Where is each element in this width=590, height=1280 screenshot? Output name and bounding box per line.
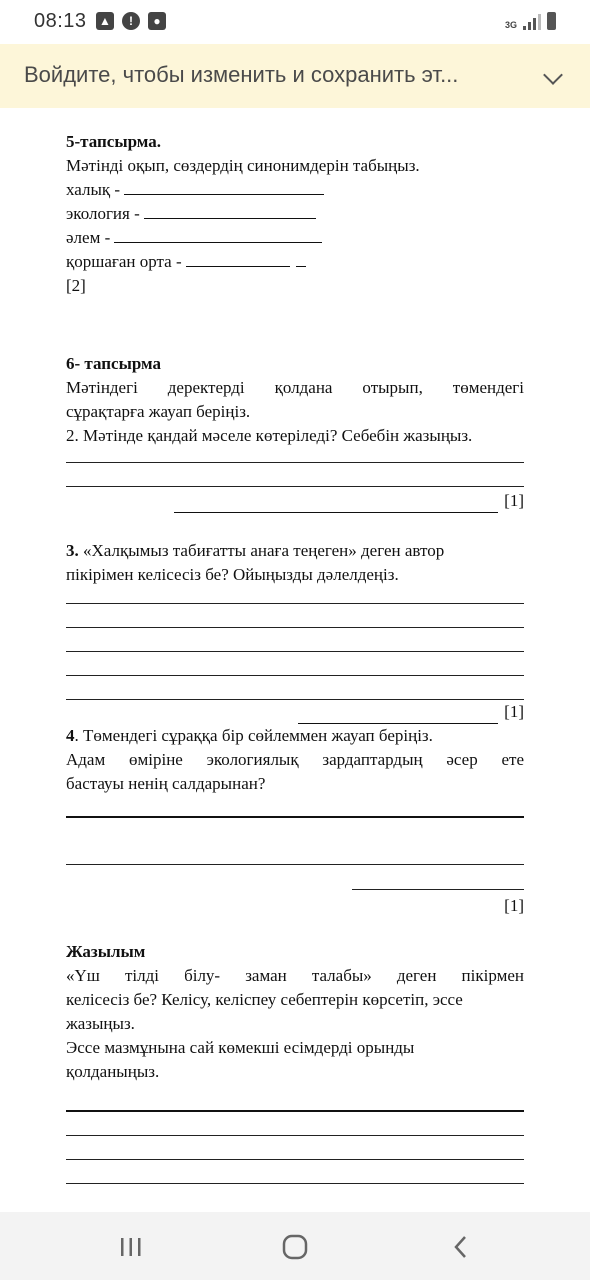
question-2: 2. Мәтінде қандай мәселе көтеріледі? Себебін жазыңыз. [66,426,473,445]
q2-score-row [66,489,524,513]
q3-score: [1] [504,702,524,721]
answer-blank [174,496,498,513]
system-status [505,12,556,30]
status-time: 08:13 [34,10,87,32]
answer-blank [298,707,498,724]
item-label: халық - [66,180,121,199]
q4-blank-row [66,889,524,890]
q4-score-row [66,894,524,918]
answer-line [66,486,524,487]
task5-score: [2] [66,276,86,295]
banner-text: Войдите, чтобы изменить и сохранить эт... [24,62,459,87]
task5-item [66,178,524,202]
question-4-cont2: бастауы ненің салдарынан? [66,774,266,793]
writing-text: «Үш тілді білу- заман талабы» деген пікірмен [66,966,524,985]
writing-text: қолданыңыз. [66,1062,160,1081]
answer-blank [114,226,322,243]
task6-title: 6- тапсырма [66,354,162,373]
question-4-cont: Адам өміріне экологиялық зардаптардың әсер ете [66,750,524,769]
writing-text: жазыңыз. [66,1014,135,1033]
back-icon[interactable] [446,1232,476,1262]
chevron-down-icon[interactable] [543,65,563,85]
writing-text: Эссе мазмұнына сай көмекші есімдерді орынды [66,1038,415,1057]
answer-blank [144,202,316,219]
item-label: экология - [66,204,140,223]
q2-score: [1] [504,491,524,510]
answer-line [66,1183,524,1184]
item-label: қоршаған орта - [66,252,182,271]
answer-blank [186,250,290,267]
q4-text: . Төмендегі сұраққа бір сөйлеммен жауап беріңіз. [74,726,433,745]
navigation-bar [0,1212,590,1280]
task5-instruction: Мәтінді оқып, сөздердің синонимдерін табыңыз. [66,156,420,175]
q4-score: [1] [504,896,524,915]
recent-apps-icon[interactable] [116,1232,146,1262]
answer-blank [124,178,324,195]
status-bar [0,0,590,44]
network-type: 3G [504,20,517,30]
notification-icons [96,12,166,30]
q3-score-row [66,700,524,724]
q3-number: 3. [66,541,79,560]
task6-intro: Мәтіндегі деректерді қолдана отырып, төмендегі [66,378,524,397]
writing-title: Жазылым [66,942,146,961]
task6-intro-cont: сұрақтарға жауап беріңіз. [66,402,251,421]
task5-item [66,202,524,226]
battery-icon [547,12,556,30]
sign-in-banner[interactable] [0,44,590,108]
answer-blank [352,889,524,890]
signal-icon [523,14,541,30]
answer-blank [296,250,306,267]
question-3-cont: пікірімен келісесіз бе? Ойыңызды дәлелдеңіз. [66,565,399,584]
home-icon[interactable] [280,1232,310,1262]
q4-number: 4 [66,726,75,745]
alert-icon: ! [122,12,140,30]
document-page [66,130,524,1184]
image-icon: ▲ [96,12,114,30]
task5-item [66,250,524,274]
item-label: әлем - [66,228,111,247]
task5-title: 5-тапсырма. [66,132,162,151]
question-4 [66,724,524,748]
task5-item [66,226,524,250]
writing-text: келісесіз бе? Келісу, келіспеу себептерін көрсетіп, эссе [66,990,463,1009]
q3-text: «Халқымыз табиғатты анаға теңеген» деген автор [78,541,445,560]
question-3 [66,539,524,563]
camera-icon: ● [148,12,166,30]
